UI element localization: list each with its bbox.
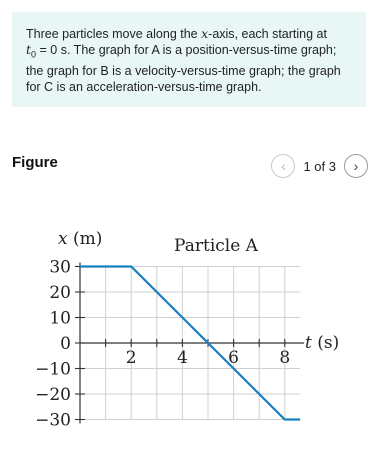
next-figure-button[interactable] (344, 154, 368, 178)
y-tick-label: 20 (49, 283, 71, 303)
y-tick-label: 30 (49, 257, 71, 278)
x-tick-label: 2 (125, 348, 137, 368)
y-tick-label: −10 (35, 359, 71, 380)
chart-axes (80, 263, 304, 424)
figure-heading: Figure (12, 154, 58, 171)
y-axis-unit: (m) (67, 229, 103, 249)
x-tick-label: 8 (279, 348, 291, 368)
y-tick-label: −20 (35, 385, 71, 405)
problem-line-2 (26, 42, 348, 63)
y-tick-label: 0 (60, 334, 71, 354)
problem-line-4: for C is an acceleration-versus-time graph. (26, 79, 262, 94)
problem-line-3: the graph for B is a velocity-versus-time graph; the graph (26, 63, 341, 78)
math-variable: x (201, 26, 209, 41)
chevron-left-icon: ‹ (281, 158, 286, 174)
problem-text: = 0 s. The graph for A is a position-versus-time graph; (36, 43, 337, 57)
figure-page-indicator: 1 of 3 (303, 158, 336, 174)
math-subscript: 0 (31, 49, 37, 60)
problem-text: Three particles move along the (26, 27, 202, 41)
x-tick-label: 6 (228, 348, 240, 368)
problem-statement (12, 12, 366, 107)
previous-figure-button[interactable] (271, 154, 295, 178)
x-axis-label (305, 333, 339, 353)
problem-line-1 (26, 26, 348, 42)
particle-a-chart (0, 220, 376, 445)
y-tick-label: −30 (35, 410, 71, 431)
math-variable: t (26, 42, 32, 57)
figure-pager (271, 154, 368, 178)
chart-ticks (35, 258, 290, 431)
problem-text: -axis, each starting at (208, 27, 327, 41)
x-axis-unit: (s) (311, 333, 340, 353)
y-tick-label: 10 (49, 308, 71, 329)
x-tick-label: 4 (176, 348, 188, 368)
y-axis-var: x (58, 229, 68, 249)
chevron-right-icon: › (353, 158, 359, 174)
x-axis-var: t (305, 333, 312, 353)
y-axis-label (58, 229, 102, 249)
chart-title: Particle A (174, 236, 258, 256)
